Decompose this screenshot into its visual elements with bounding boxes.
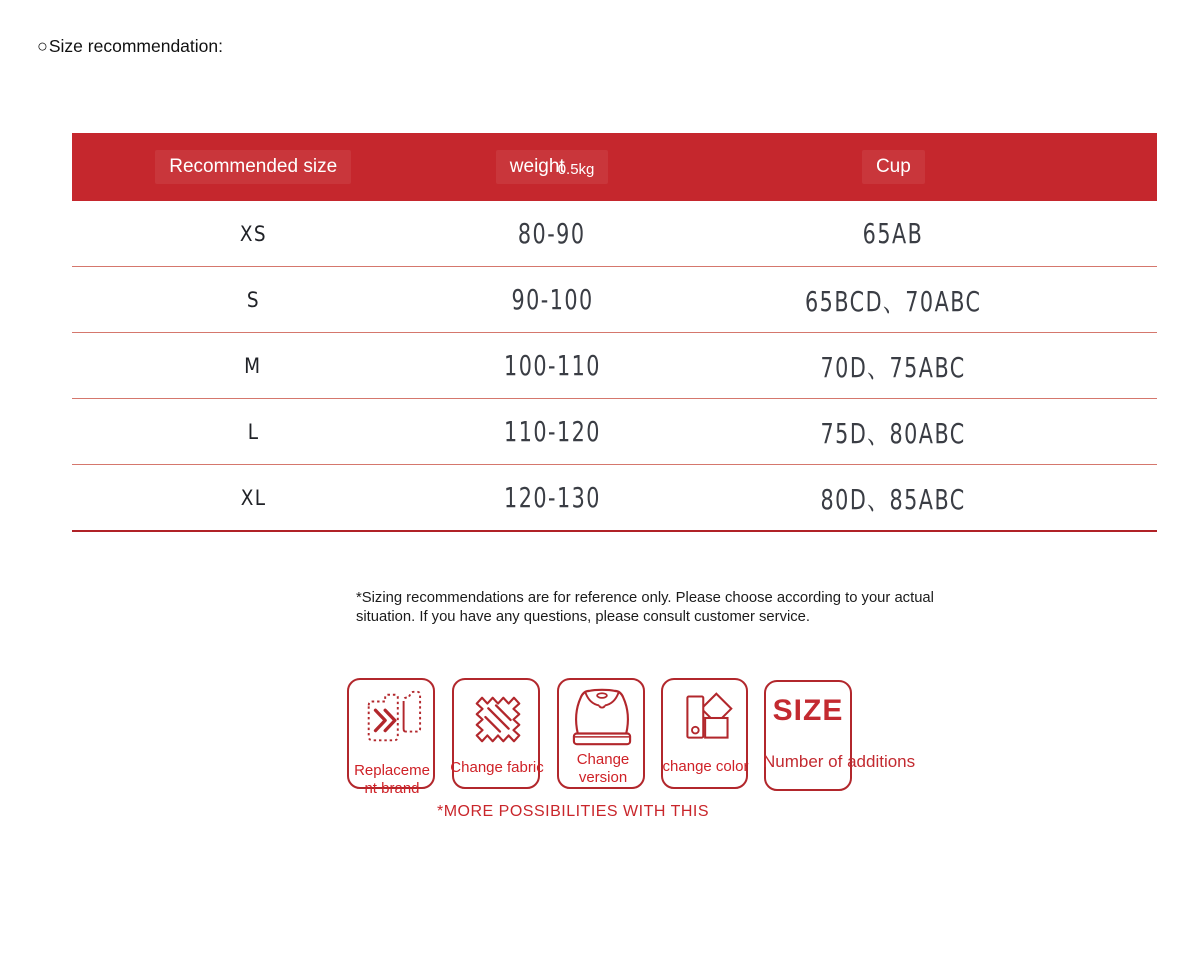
- column-header-cup: Cup: [670, 150, 1157, 184]
- feature-label: Replacement brand: [354, 762, 430, 797]
- feature-label: Number of additions: [763, 752, 916, 771]
- feature-label: change color: [662, 758, 749, 775]
- table-header-row: [72, 133, 1157, 201]
- weight-unit-overlay: 0.5kg: [557, 161, 595, 178]
- page-title-text: Size recommendation:: [48, 36, 223, 56]
- feature-label: Change version: [576, 751, 630, 786]
- size-table: [72, 133, 1157, 532]
- table-row-l: L 110-120 75D、80ABC: [72, 399, 1157, 465]
- fabric-swatch-icon: [469, 690, 527, 748]
- size-badge-icon: SIZE: [772, 694, 844, 727]
- folder-swap-icon: [359, 686, 423, 750]
- feature-change-version: [557, 678, 645, 789]
- circle-bullet-icon: ○: [37, 35, 48, 56]
- column-header-weight: weight0.5kg: [434, 150, 669, 184]
- feature-change-fabric: [450, 678, 544, 789]
- page-title: [37, 36, 223, 57]
- sports-bra-icon: [565, 687, 639, 749]
- sizing-disclaimer-text: *Sizing recommendations are for reference only. Please choose according to your actual situation. If you have any questions, please consult customer service.: [356, 589, 934, 626]
- feature-label: Change fabric: [450, 759, 544, 776]
- feature-number-of-additions: [763, 680, 916, 791]
- color-swatch-icon: [679, 691, 735, 745]
- table-row-m: M 100-110 70D、75ABC: [72, 333, 1157, 399]
- table-row-xl: XL 120-130 80D、85ABC: [72, 465, 1157, 532]
- table-row-xs: XS 80-90 65AB: [72, 201, 1157, 267]
- feature-replacement-brand: [347, 678, 435, 797]
- more-possibilities-tagline: *MORE POSSIBILITIES WITH THIS: [437, 803, 710, 820]
- column-header-size: Recommended size: [72, 150, 434, 184]
- table-row-s: S 90-100 65BCD、70ABC: [72, 267, 1157, 333]
- feature-change-color: [661, 678, 748, 789]
